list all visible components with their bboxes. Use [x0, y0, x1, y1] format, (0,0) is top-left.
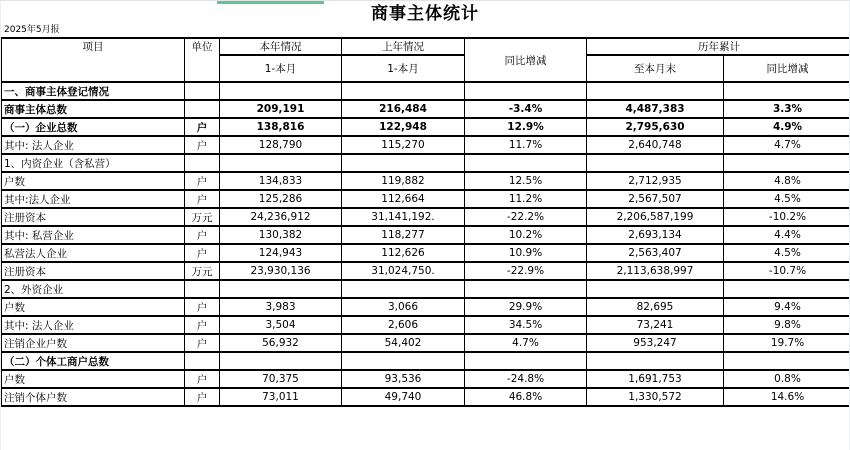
cum-yoy-cell	[724, 280, 850, 298]
prev-year-cell: 3,066	[342, 298, 465, 316]
yoy-cell: 10.2%	[465, 226, 587, 244]
unit-cell: 户	[185, 172, 220, 190]
yoy-cell: -22.2%	[465, 208, 587, 226]
unit-cell: 户	[185, 136, 220, 154]
header-cum-to-month: 至本月末	[587, 55, 724, 82]
current-year-cell: 128,790	[220, 136, 342, 154]
item-cell: 其中: 私营企业	[2, 226, 185, 244]
prev-year-cell: 115,270	[342, 136, 465, 154]
report-period: 2025年5月报	[4, 25, 60, 35]
unit-cell: 户	[185, 388, 220, 406]
current-year-cell	[220, 154, 342, 172]
item-cell: 私营法人企业	[2, 244, 185, 262]
item-cell: 1、内资企业（含私营）	[2, 154, 185, 172]
unit-cell: 户	[185, 334, 220, 352]
cum-yoy-cell: 4.8%	[724, 172, 850, 190]
prev-year-cell: 122,948	[342, 118, 465, 136]
header-cum-yoy: 同比增减	[724, 55, 850, 82]
header-current-sub: 1-本月	[220, 55, 342, 82]
current-year-cell: 125,286	[220, 190, 342, 208]
prev-year-cell: 118,277	[342, 226, 465, 244]
prev-year-cell	[342, 352, 465, 370]
cumulative-cell: 2,640,748	[587, 136, 724, 154]
table-row	[2, 226, 850, 244]
unit-cell: 万元	[185, 208, 220, 226]
cumulative-cell: 2,795,630	[587, 118, 724, 136]
table-row	[2, 136, 850, 154]
table-row	[2, 118, 850, 136]
yoy-cell: 10.9%	[465, 244, 587, 262]
cum-yoy-cell: 9.8%	[724, 316, 850, 334]
cumulative-cell: 953,247	[587, 334, 724, 352]
prev-year-cell	[342, 280, 465, 298]
table-row	[2, 82, 850, 100]
current-year-cell: 134,833	[220, 172, 342, 190]
cum-yoy-cell: 3.3%	[724, 100, 850, 118]
item-cell: 注册资本	[2, 262, 185, 280]
cumulative-cell: 2,567,507	[587, 190, 724, 208]
yoy-cell: 11.2%	[465, 190, 587, 208]
table-row	[2, 388, 850, 406]
item-cell: 注销企业户数	[2, 334, 185, 352]
header-item: 项目	[2, 38, 185, 82]
page-title: 商事主体统计	[371, 4, 479, 24]
cum-yoy-cell: -10.7%	[724, 262, 850, 280]
cum-yoy-cell: 4.5%	[724, 190, 850, 208]
header-yoy: 同比增减	[465, 38, 587, 82]
unit-cell	[185, 154, 220, 172]
table-row	[2, 280, 850, 298]
table-row	[2, 370, 850, 388]
unit-cell: 户	[185, 298, 220, 316]
header-prev-year: 上年情况	[342, 38, 465, 55]
table-row	[2, 244, 850, 262]
cum-yoy-cell	[724, 82, 850, 100]
current-year-cell	[220, 280, 342, 298]
current-year-cell: 3,504	[220, 316, 342, 334]
current-year-cell: 73,011	[220, 388, 342, 406]
cumulative-cell: 1,691,753	[587, 370, 724, 388]
cumulative-cell: 82,695	[587, 298, 724, 316]
cum-yoy-cell: 4.4%	[724, 226, 850, 244]
cum-yoy-cell	[724, 352, 850, 370]
unit-cell: 户	[185, 118, 220, 136]
current-year-cell: 56,932	[220, 334, 342, 352]
table-row	[2, 172, 850, 190]
cumulative-cell: 2,113,638,997	[587, 262, 724, 280]
item-cell: 一、商事主体登记情况	[2, 82, 185, 100]
prev-year-cell: 119,882	[342, 172, 465, 190]
current-year-cell: 3,983	[220, 298, 342, 316]
item-cell: 其中:法人企业	[2, 190, 185, 208]
current-year-cell	[220, 352, 342, 370]
cum-yoy-cell: 4.7%	[724, 136, 850, 154]
unit-cell	[185, 352, 220, 370]
yoy-cell: 29.9%	[465, 298, 587, 316]
item-cell: 注销个体户数	[2, 388, 185, 406]
prev-year-cell: 2,606	[342, 316, 465, 334]
table-body	[2, 82, 850, 406]
cumulative-cell: 2,206,587,199	[587, 208, 724, 226]
selection-accent-bar	[217, 1, 324, 4]
current-year-cell: 130,382	[220, 226, 342, 244]
item-cell: 商事主体总数	[2, 100, 185, 118]
cumulative-cell: 2,563,407	[587, 244, 724, 262]
cumulative-cell: 1,330,572	[587, 388, 724, 406]
unit-cell	[185, 82, 220, 100]
cum-yoy-cell: 0.8%	[724, 370, 850, 388]
table-row	[2, 298, 850, 316]
item-cell: 其中: 法人企业	[2, 316, 185, 334]
table-row	[2, 352, 850, 370]
cumulative-cell	[587, 154, 724, 172]
prev-year-cell: 216,484	[342, 100, 465, 118]
prev-year-cell: 54,402	[342, 334, 465, 352]
table-row	[2, 316, 850, 334]
yoy-cell	[465, 154, 587, 172]
table-row	[2, 100, 850, 118]
header-current-year: 本年情况	[220, 38, 342, 55]
unit-cell	[185, 100, 220, 118]
prev-year-cell	[342, 154, 465, 172]
yoy-cell: -24.8%	[465, 370, 587, 388]
current-year-cell: 124,943	[220, 244, 342, 262]
unit-cell	[185, 280, 220, 298]
cumulative-cell: 2,712,935	[587, 172, 724, 190]
yoy-cell	[465, 82, 587, 100]
current-year-cell	[220, 82, 342, 100]
statistics-table	[1, 37, 850, 407]
cumulative-cell	[587, 352, 724, 370]
prev-year-cell: 31,141,192.	[342, 208, 465, 226]
yoy-cell	[465, 352, 587, 370]
prev-year-cell: 112,664	[342, 190, 465, 208]
cumulative-cell	[587, 82, 724, 100]
item-cell: 户数	[2, 172, 185, 190]
table-row	[2, 334, 850, 352]
item-cell: 户数	[2, 370, 185, 388]
table-row	[2, 154, 850, 172]
yoy-cell	[465, 280, 587, 298]
yoy-cell: -22.9%	[465, 262, 587, 280]
item-cell: 其中: 法人企业	[2, 136, 185, 154]
current-year-cell: 24,236,912	[220, 208, 342, 226]
unit-cell: 户	[185, 226, 220, 244]
prev-year-cell	[342, 82, 465, 100]
current-year-cell: 70,375	[220, 370, 342, 388]
item-cell: 户数	[2, 298, 185, 316]
cum-yoy-cell: 14.6%	[724, 388, 850, 406]
yoy-cell: 4.7%	[465, 334, 587, 352]
item-cell: （一）企业总数	[2, 118, 185, 136]
yoy-cell: 12.9%	[465, 118, 587, 136]
cum-yoy-cell: 4.9%	[724, 118, 850, 136]
current-year-cell: 23,930,136	[220, 262, 342, 280]
table-header	[2, 38, 850, 82]
cum-yoy-cell: 9.4%	[724, 298, 850, 316]
unit-cell: 户	[185, 244, 220, 262]
header-cumulative: 历年累计	[587, 38, 850, 55]
cumulative-cell: 4,487,383	[587, 100, 724, 118]
unit-cell: 万元	[185, 262, 220, 280]
item-cell: 注册资本	[2, 208, 185, 226]
header-prev-sub: 1-本月	[342, 55, 465, 82]
table-row	[2, 190, 850, 208]
prev-year-cell: 31,024,750.	[342, 262, 465, 280]
current-year-cell: 138,816	[220, 118, 342, 136]
cum-yoy-cell: 4.5%	[724, 244, 850, 262]
yoy-cell: 34.5%	[465, 316, 587, 334]
item-cell: （二）个体工商户总数	[2, 352, 185, 370]
prev-year-cell: 49,740	[342, 388, 465, 406]
prev-year-cell: 93,536	[342, 370, 465, 388]
cum-yoy-cell	[724, 154, 850, 172]
unit-cell: 户	[185, 316, 220, 334]
item-cell: 2、外资企业	[2, 280, 185, 298]
cumulative-cell: 2,693,134	[587, 226, 724, 244]
yoy-cell: 12.5%	[465, 172, 587, 190]
table-row	[2, 262, 850, 280]
cumulative-cell: 73,241	[587, 316, 724, 334]
prev-year-cell: 112,626	[342, 244, 465, 262]
header-unit: 单位	[185, 38, 220, 82]
table-row	[2, 208, 850, 226]
unit-cell: 户	[185, 370, 220, 388]
cum-yoy-cell: 19.7%	[724, 334, 850, 352]
current-year-cell: 209,191	[220, 100, 342, 118]
yoy-cell: -3.4%	[465, 100, 587, 118]
cumulative-cell	[587, 280, 724, 298]
yoy-cell: 46.8%	[465, 388, 587, 406]
cum-yoy-cell: -10.2%	[724, 208, 850, 226]
unit-cell: 户	[185, 190, 220, 208]
yoy-cell: 11.7%	[465, 136, 587, 154]
